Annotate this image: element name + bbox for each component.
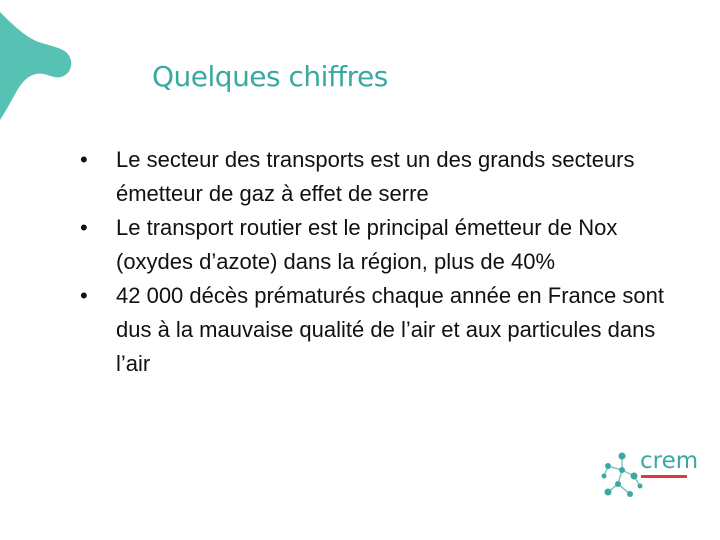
bullet-symbol: • bbox=[80, 147, 88, 172]
molecule-network-icon bbox=[600, 448, 645, 503]
corner-decoration bbox=[0, 0, 80, 130]
bullet-item bbox=[80, 211, 680, 279]
bullet-symbol: • bbox=[80, 283, 88, 308]
bullet-text: Le secteur des transports est un des grands secteurs émetteur de gaz à effet de serre bbox=[116, 147, 635, 206]
slide-title: Quelques chiffres bbox=[152, 60, 388, 93]
logo-bar bbox=[641, 475, 687, 478]
bullet-list bbox=[80, 143, 680, 381]
bullet-text: 42 000 décès prématurés chaque année en France sont dus à la mauvaise qualité de l’air et aux particules dans l’air bbox=[116, 283, 664, 376]
logo-text: crem bbox=[640, 448, 699, 474]
bullet-text: Le transport routier est le principal émetteur de Nox (oxydes d’azote) dans la région, plus de 40% bbox=[116, 215, 618, 274]
crem-logo bbox=[600, 448, 700, 503]
bullet-item bbox=[80, 143, 680, 211]
bullet-item bbox=[80, 279, 680, 381]
bullet-symbol: • bbox=[80, 215, 88, 240]
